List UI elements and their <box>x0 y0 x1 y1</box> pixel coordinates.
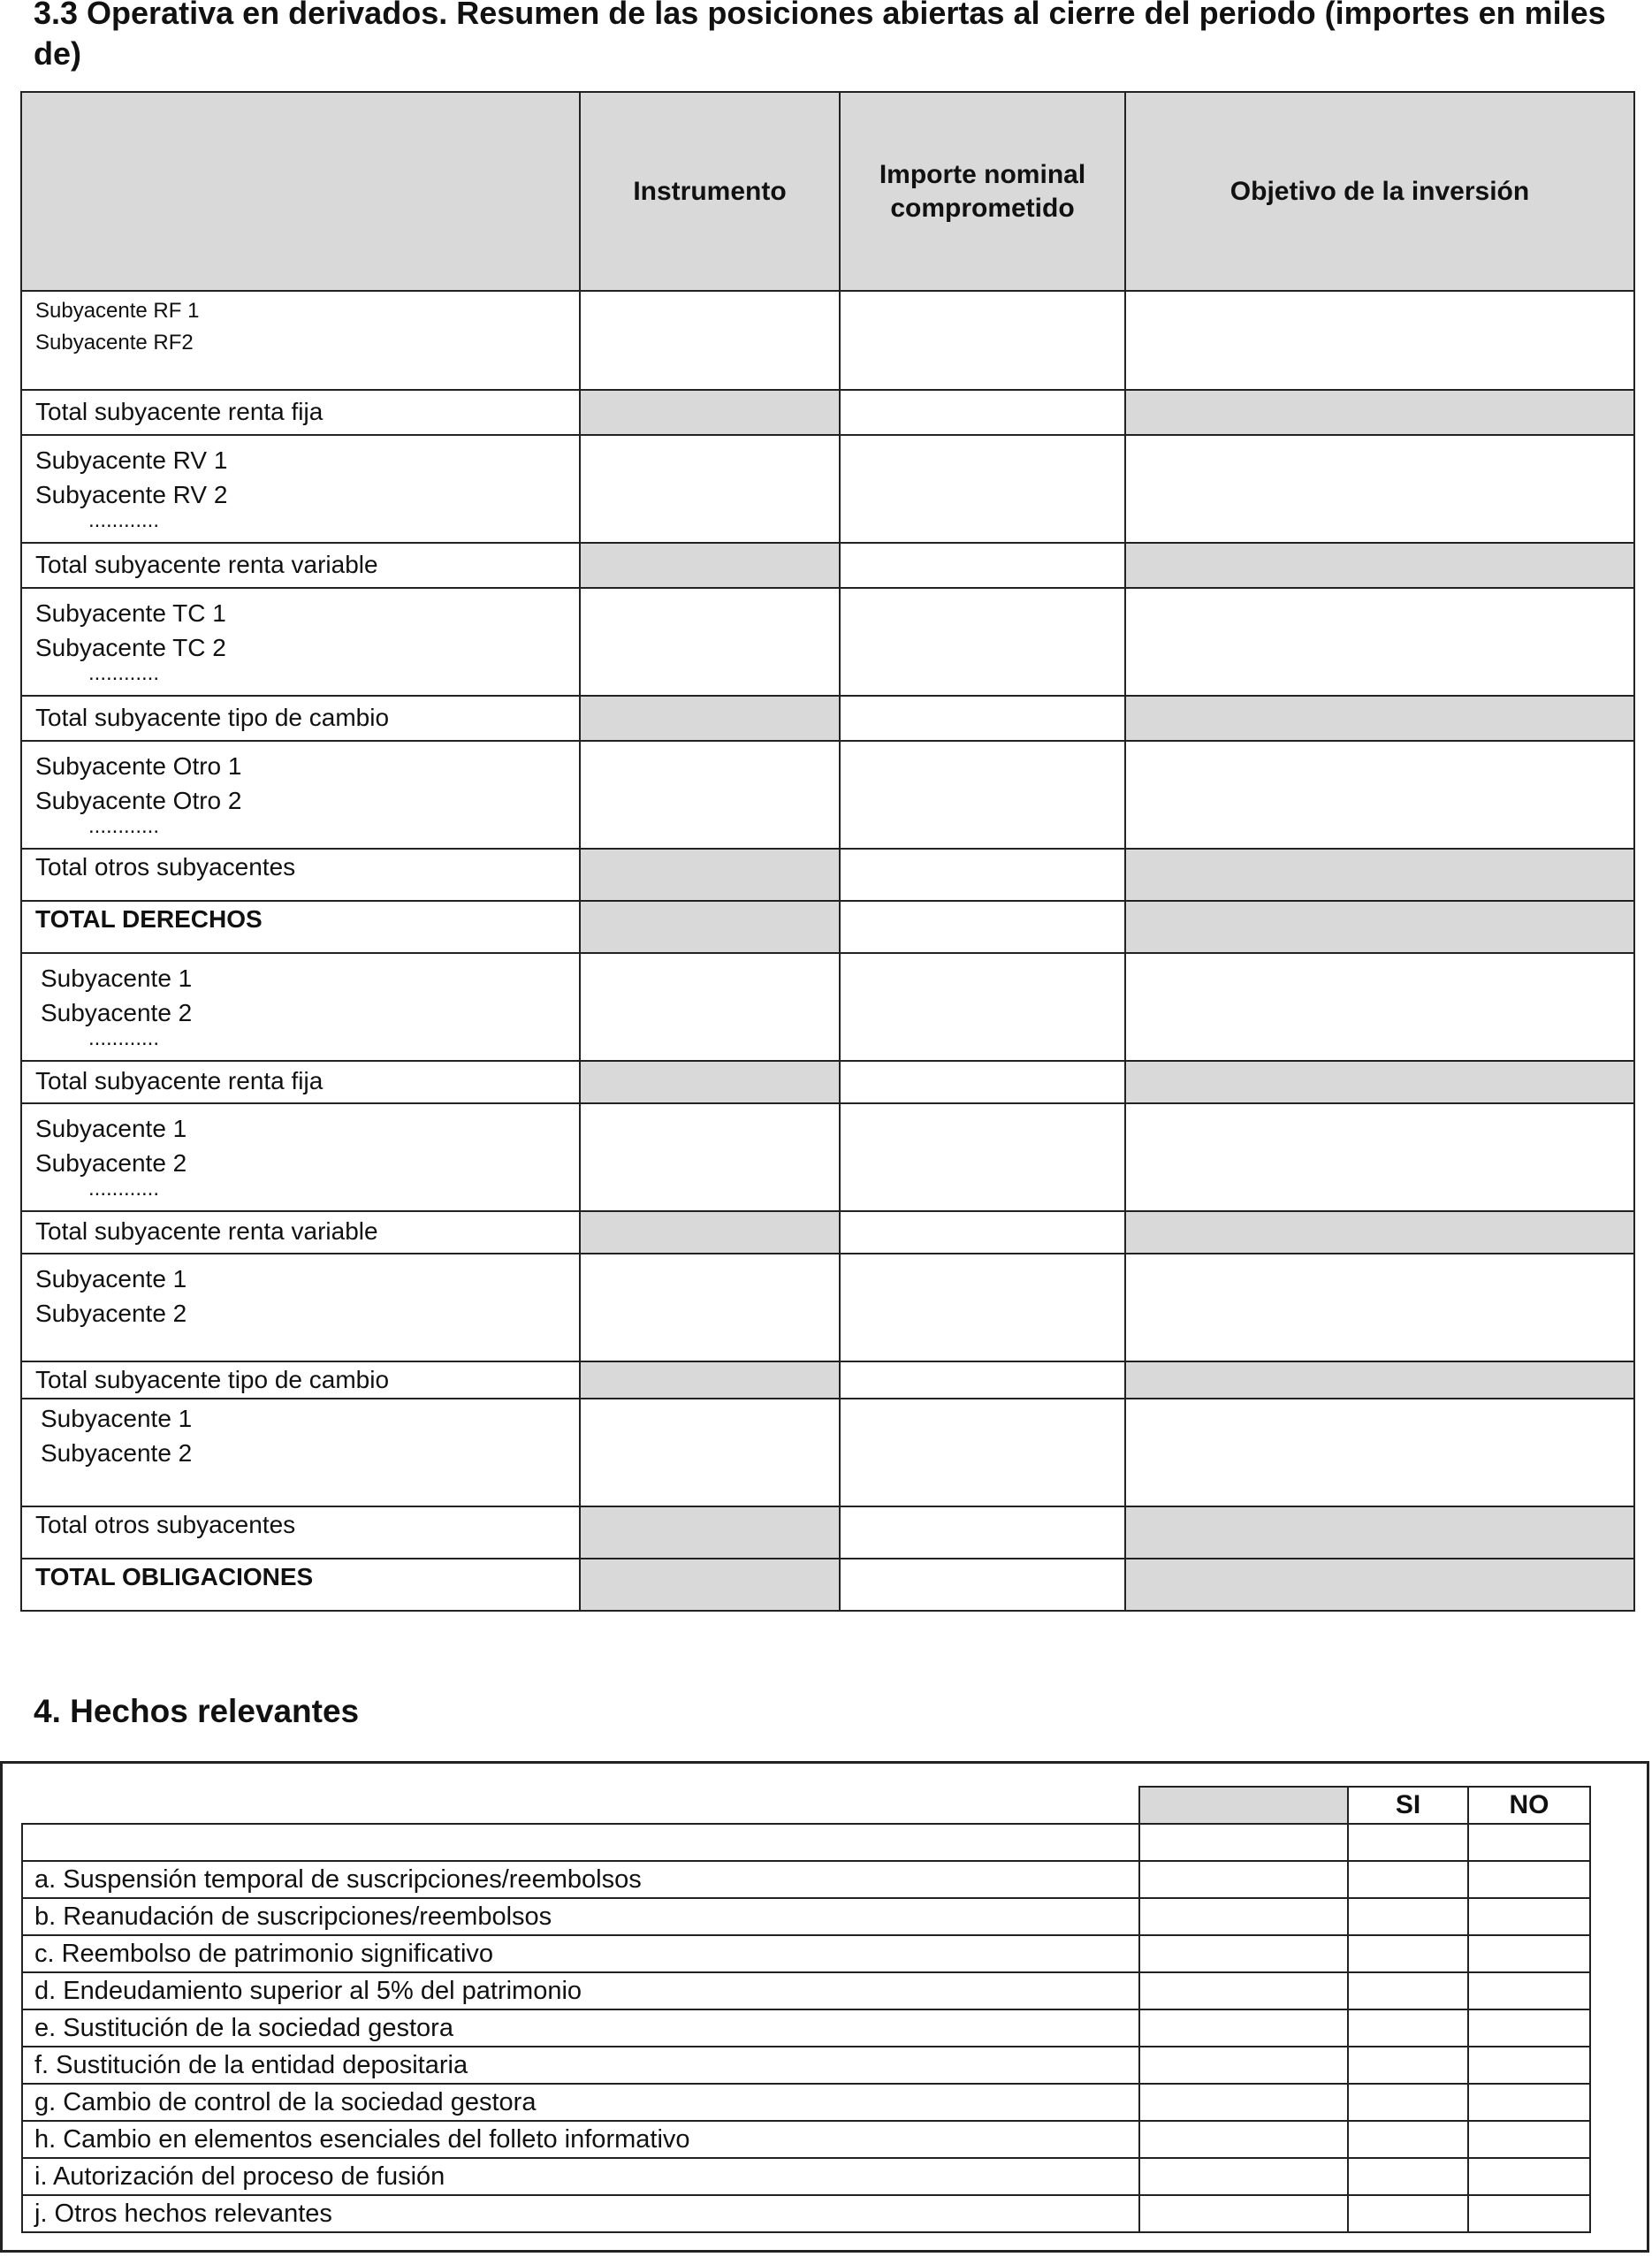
cell-si[interactable] <box>1348 2009 1468 2047</box>
cell-si[interactable] <box>1348 2047 1468 2084</box>
cell-objetivo[interactable] <box>1125 1103 1634 1211</box>
empty-label <box>22 1824 1139 1861</box>
row-label-total-tc: Total subyacente tipo de cambio <box>21 696 580 741</box>
item-label: b. Reanudación de suscripciones/reembolsos <box>22 1898 1139 1935</box>
row-label: Subyacente TC 1 <box>35 599 226 627</box>
cell-importe[interactable] <box>840 1559 1125 1611</box>
hechos-header-row <box>22 1787 1590 1824</box>
cell-importe[interactable] <box>840 1061 1125 1103</box>
header-no: NO <box>1468 1787 1590 1824</box>
cell-no[interactable] <box>1468 1824 1590 1861</box>
ellipsis: ............ <box>88 1026 160 1050</box>
table-row <box>21 291 1634 390</box>
ellipsis: ............ <box>88 661 160 685</box>
row-label-ob-total-otros: Total otros subyacentes <box>21 1506 580 1559</box>
row-label: Subyacente Otro 1 <box>35 752 242 780</box>
item-label: f. Sustitución de la entidad depositaria <box>22 2047 1139 2084</box>
cell-blank <box>1139 2047 1348 2084</box>
cell-instrumento[interactable] <box>580 953 840 1061</box>
row-label: Subyacente RV 1 <box>35 446 228 474</box>
table-row <box>21 435 1634 543</box>
cell-objetivo[interactable] <box>1125 588 1634 696</box>
table-row <box>21 696 1634 741</box>
row-label-ob-rf-lines <box>21 953 580 1061</box>
cell-blank <box>1139 1824 1348 1861</box>
cell-shaded <box>580 901 840 953</box>
row-label-ob-total-tc: Total subyacente tipo de cambio <box>21 1361 580 1399</box>
table-row <box>21 543 1634 588</box>
item-label: i. Autorización del proceso de fusión <box>22 2158 1139 2195</box>
cell-importe[interactable] <box>840 1254 1125 1361</box>
cell-importe[interactable] <box>840 435 1125 543</box>
cell-blank <box>1139 2195 1348 2232</box>
row-label-ob-tc-lines <box>21 1254 580 1361</box>
cell-importe[interactable] <box>840 1361 1125 1399</box>
table-row <box>22 2047 1590 2084</box>
cell-objetivo[interactable] <box>1125 953 1634 1061</box>
table-row <box>21 953 1634 1061</box>
header-blank <box>22 1787 1139 1824</box>
header-instrumento: Instrumento <box>580 92 840 291</box>
cell-instrumento[interactable] <box>580 1399 840 1506</box>
cell-instrumento[interactable] <box>580 588 840 696</box>
cell-blank <box>1139 1935 1348 1972</box>
cell-no[interactable] <box>1468 1972 1590 2009</box>
table-row <box>22 1935 1590 1972</box>
item-label: a. Suspensión temporal de suscripciones/reembolsos <box>22 1861 1139 1898</box>
cell-si[interactable] <box>1348 1898 1468 1935</box>
cell-no[interactable] <box>1468 2009 1590 2047</box>
table-row <box>22 2084 1590 2121</box>
row-label-total-rv: Total subyacente renta variable <box>21 543 580 588</box>
table-row <box>21 901 1634 953</box>
cell-shaded <box>580 1559 840 1611</box>
cell-importe[interactable] <box>840 1399 1125 1506</box>
cell-shaded <box>1125 901 1634 953</box>
cell-blank <box>1139 2121 1348 2158</box>
ellipsis: ............ <box>88 814 160 838</box>
row-label: Subyacente TC 2 <box>35 634 226 661</box>
row-label-rv-lines <box>21 435 580 543</box>
row-label: Subyacente 2 <box>41 1439 193 1467</box>
row-label-ob-rv-lines <box>21 1103 580 1211</box>
row-label-ob-total-rf: Total subyacente renta fija <box>21 1061 580 1103</box>
row-label-rf-lines <box>21 291 580 390</box>
header-shaded <box>1139 1787 1348 1824</box>
item-label: c. Reembolso de patrimonio significativo <box>22 1935 1139 1972</box>
cell-objetivo[interactable] <box>1125 435 1634 543</box>
row-label: Subyacente Otro 2 <box>35 787 242 814</box>
cell-objetivo[interactable] <box>1125 291 1634 390</box>
cell-importe[interactable] <box>840 1103 1125 1211</box>
row-label: Subyacente 1 <box>41 1405 193 1432</box>
table-row <box>22 1824 1590 1861</box>
row-label: Subyacente 2 <box>35 1300 187 1327</box>
cell-importe[interactable] <box>840 696 1125 741</box>
cell-blank <box>1139 2084 1348 2121</box>
cell-shaded <box>580 1211 840 1254</box>
table-row <box>21 390 1634 435</box>
cell-si[interactable] <box>1348 2084 1468 2121</box>
row-label-total-otros: Total otros subyacentes <box>21 849 580 901</box>
cell-importe[interactable] <box>840 849 1125 901</box>
cell-shaded <box>1125 390 1634 435</box>
cell-blank <box>1139 1972 1348 2009</box>
cell-si[interactable] <box>1348 1824 1468 1861</box>
hechos-table <box>21 1786 1591 2233</box>
cell-blank <box>1139 2009 1348 2047</box>
table-row <box>21 1399 1634 1506</box>
header-empty <box>21 92 580 291</box>
cell-shaded <box>1125 1361 1634 1399</box>
cell-importe[interactable] <box>840 1506 1125 1559</box>
row-label-total-derechos: TOTAL DERECHOS <box>21 901 580 953</box>
cell-shaded <box>580 849 840 901</box>
cell-shaded <box>1125 543 1634 588</box>
row-label: Subyacente RF2 <box>35 331 194 355</box>
cell-shaded <box>1125 1061 1634 1103</box>
ellipsis: ............ <box>88 1177 160 1201</box>
row-label: Subyacente 1 <box>35 1265 187 1292</box>
table-row <box>22 1972 1590 2009</box>
cell-instrumento[interactable] <box>580 1254 840 1361</box>
row-label-tc-lines <box>21 588 580 696</box>
cell-importe[interactable] <box>840 741 1125 849</box>
cell-objetivo[interactable] <box>1125 1254 1634 1361</box>
row-label-ob-otro-lines <box>21 1399 580 1506</box>
cell-importe[interactable] <box>840 390 1125 435</box>
table-row <box>21 588 1634 696</box>
cell-importe[interactable] <box>840 588 1125 696</box>
cell-no[interactable] <box>1468 1898 1590 1935</box>
cell-blank <box>1139 1861 1348 1898</box>
row-label: Subyacente 1 <box>41 965 193 992</box>
cell-si[interactable] <box>1348 1972 1468 2009</box>
cell-instrumento[interactable] <box>580 741 840 849</box>
cell-instrumento[interactable] <box>580 1103 840 1211</box>
cell-no[interactable] <box>1468 2047 1590 2084</box>
table-row <box>21 741 1634 849</box>
cell-blank <box>1139 2158 1348 2195</box>
cell-no[interactable] <box>1468 2084 1590 2121</box>
header-importe-nominal: Importe nominal comprometido <box>840 92 1125 291</box>
ellipsis: ............ <box>88 508 160 532</box>
cell-no[interactable] <box>1468 2121 1590 2158</box>
row-label: Subyacente 2 <box>35 1149 187 1177</box>
table-row <box>22 1898 1590 1935</box>
header-row <box>21 92 1634 291</box>
table-row <box>21 1506 1634 1559</box>
cell-importe[interactable] <box>840 901 1125 953</box>
table-row <box>21 849 1634 901</box>
cell-instrumento[interactable] <box>580 291 840 390</box>
table-row <box>21 1103 1634 1211</box>
cell-shaded <box>1125 1506 1634 1559</box>
cell-si[interactable] <box>1348 2195 1468 2232</box>
cell-objetivo[interactable] <box>1125 741 1634 849</box>
cell-importe[interactable] <box>840 291 1125 390</box>
header-si: SI <box>1348 1787 1468 1824</box>
table-row <box>21 1254 1634 1361</box>
section-4-title: 4. Hechos relevantes <box>34 1693 360 1729</box>
cell-no[interactable] <box>1468 2195 1590 2232</box>
cell-shaded <box>1125 1211 1634 1254</box>
row-label: Subyacente RF 1 <box>35 299 200 323</box>
item-label: g. Cambio de control de la sociedad gestora <box>22 2084 1139 2121</box>
cell-shaded <box>580 390 840 435</box>
row-label: Subyacente RV 2 <box>35 481 228 508</box>
cell-blank <box>1139 1898 1348 1935</box>
table-row <box>21 1361 1634 1399</box>
cell-importe[interactable] <box>840 953 1125 1061</box>
cell-instrumento[interactable] <box>580 435 840 543</box>
table-row <box>21 1211 1634 1254</box>
table-row <box>22 2009 1590 2047</box>
item-label: e. Sustitución de la sociedad gestora <box>22 2009 1139 2047</box>
cell-importe[interactable] <box>840 543 1125 588</box>
cell-no[interactable] <box>1468 1861 1590 1898</box>
section-3-3-title: 3.3 Operativa en derivados. Resumen de las posiciones abiertas al cierre del periodo (importes en miles de) <box>34 0 1606 72</box>
cell-shaded <box>580 1506 840 1559</box>
cell-importe[interactable] <box>840 1211 1125 1254</box>
derivatives-table <box>20 91 1635 1612</box>
cell-shaded <box>580 1061 840 1103</box>
row-label: Subyacente 1 <box>35 1115 187 1142</box>
table-row <box>22 2121 1590 2158</box>
table-row <box>21 1559 1634 1611</box>
cell-no[interactable] <box>1468 2158 1590 2195</box>
row-label-total-rf: Total subyacente renta fija <box>21 390 580 435</box>
cell-si[interactable] <box>1348 2158 1468 2195</box>
item-label: j. Otros hechos relevantes <box>22 2195 1139 2232</box>
cell-no[interactable] <box>1468 1935 1590 1972</box>
cell-shaded <box>1125 1559 1634 1611</box>
cell-shaded <box>580 696 840 741</box>
table-row <box>22 2158 1590 2195</box>
row-label: Subyacente 2 <box>41 999 193 1026</box>
table-row <box>21 1061 1634 1103</box>
cell-si[interactable] <box>1348 1861 1468 1898</box>
table-row <box>22 1861 1590 1898</box>
cell-shaded <box>580 543 840 588</box>
cell-si[interactable] <box>1348 1935 1468 1972</box>
cell-shaded <box>580 1361 840 1399</box>
cell-shaded <box>1125 849 1634 901</box>
cell-objetivo[interactable] <box>1125 1399 1634 1506</box>
table-row <box>22 2195 1590 2232</box>
item-label: h. Cambio en elementos esenciales del folleto informativo <box>22 2121 1139 2158</box>
row-label-ob-total-rv: Total subyacente renta variable <box>21 1211 580 1254</box>
header-objetivo: Objetivo de la inversión <box>1125 92 1634 291</box>
cell-shaded <box>1125 696 1634 741</box>
item-label: d. Endeudamiento superior al 5% del patrimonio <box>22 1972 1139 2009</box>
row-label-total-obligaciones: TOTAL OBLIGACIONES <box>21 1559 580 1611</box>
row-label-otro-lines <box>21 741 580 849</box>
cell-si[interactable] <box>1348 2121 1468 2158</box>
